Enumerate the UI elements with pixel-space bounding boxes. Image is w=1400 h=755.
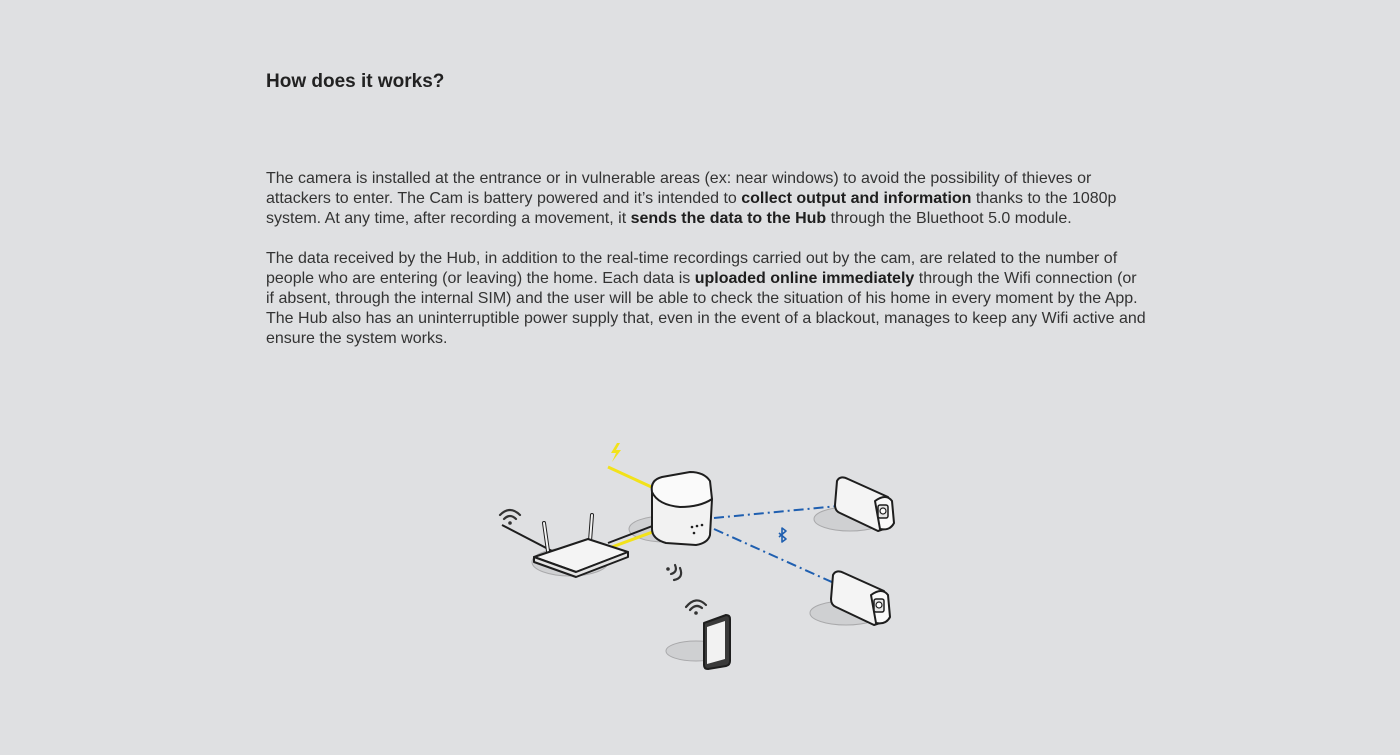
bluetooth-icon (779, 528, 786, 542)
highlight-sends-data: sends the data to the Hub (630, 210, 827, 227)
router-wifi-icon (500, 510, 520, 525)
hub-wifi-icon (666, 565, 681, 580)
power-cable (608, 443, 658, 490)
phone-device (704, 615, 730, 669)
phone-wifi-icon (686, 600, 706, 614)
highlight-collect-output: collect output and information (741, 190, 972, 207)
system-diagram (490, 435, 910, 680)
description-paragraph-hub (266, 249, 1146, 349)
paragraph-text: through the Bluethoot 5.0 module. (826, 210, 1072, 227)
hub-device (652, 472, 712, 545)
paragraph-text: The camera is installed at the entrance or in vulnerable areas (ex: near windows) to avoid the possibility of thieves or attackers to enter. The Cam is battery powered and it’s intended to (266, 170, 1092, 207)
paragraph-text: through the Wifi connection (or if absent, through the internal SIM) and the user will be able to check the situation of his home in every moment by the App. The Hub also has an uninterruptible power supply that, even in the event of a blackout, manages to keep any Wifi active and ensure the system works. (266, 270, 1146, 347)
highlight-uploaded-online: uploaded online immediately (694, 270, 915, 287)
page-title: How does it works? (266, 71, 445, 92)
paragraph-text: The data received by the Hub, in addition to the real-time recordings carried out by the cam, are related to the number of people who are entering (or leaving) the home. Each data is (266, 250, 1118, 287)
description-paragraph-camera (266, 169, 1146, 229)
paragraph-text: thanks to the 1080p system. At any time, after recording a movement, it (266, 190, 1117, 227)
power-bolt-icon (611, 443, 621, 462)
